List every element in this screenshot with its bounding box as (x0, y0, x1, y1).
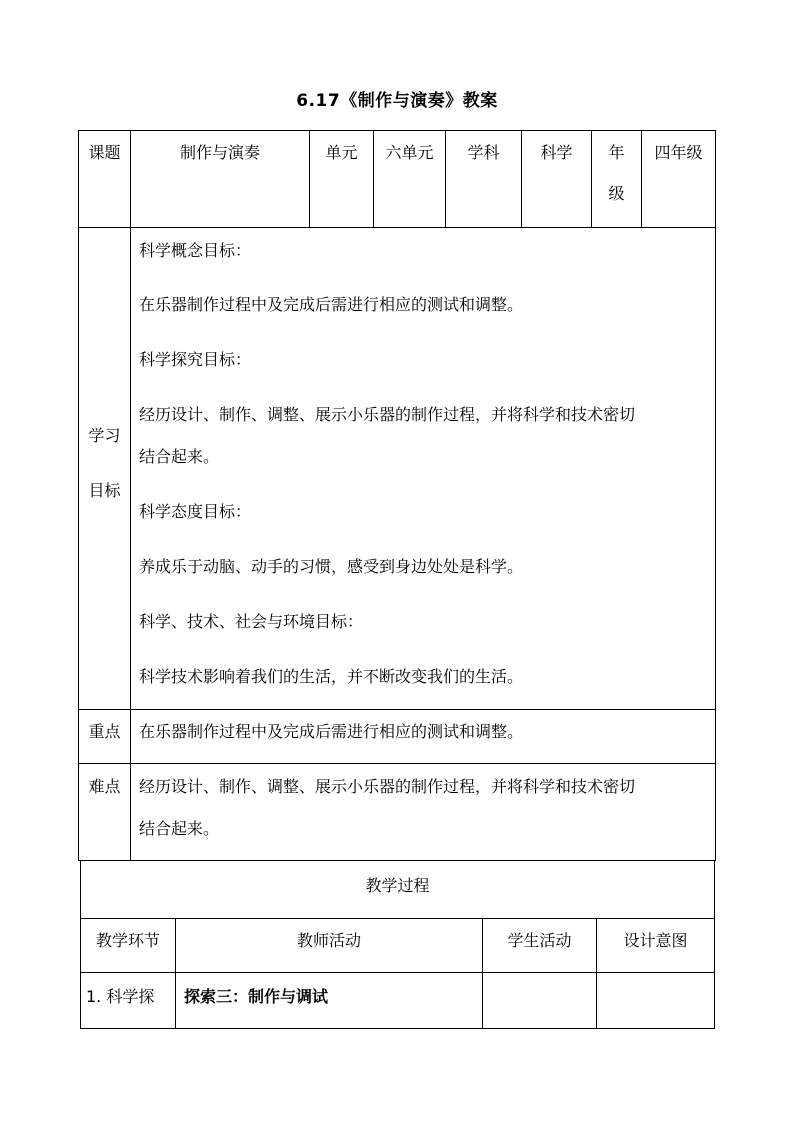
objectives-label-line2: 目标 (88, 481, 121, 500)
subject-label: 学科 (467, 143, 500, 162)
process-header-intent: 设计意图 (623, 931, 688, 950)
process-header-step: 教学环节 (95, 931, 160, 950)
objective-line: 经历设计、制作、调整、展示小乐器的制作过程，并将科学和技术密切 (139, 405, 636, 424)
objectives-label-line1: 学习 (88, 426, 121, 445)
subject-value: 科学 (540, 143, 573, 162)
process-row-teacher: 探索三：制作与调试 (184, 987, 329, 1006)
process-heading: 教学过程 (365, 876, 430, 895)
difficult-point-line: 经历设计、制作、调整、展示小乐器的制作过程，并将科学和技术密切 (139, 777, 636, 796)
grade-value: 四年级 (654, 143, 703, 162)
objective-line: 科学概念目标： (139, 241, 252, 260)
document-title: 6.17《制作与演奏》教案 (296, 91, 498, 111)
topic-value: 制作与演奏 (179, 143, 260, 162)
process-header-student: 学生活动 (507, 931, 572, 950)
objective-line: 科学态度目标： (139, 502, 252, 521)
key-point-text: 在乐器制作过程中及完成后需进行相应的测试和调整。 (139, 722, 524, 741)
unit-label: 单元 (325, 143, 358, 162)
grade-label-line1: 年 (608, 143, 625, 162)
objective-line: 科学、技术、社会与环境目标： (139, 612, 364, 631)
process-row-step: 1. 科学探 (86, 987, 155, 1006)
unit-value: 六单元 (385, 143, 434, 162)
topic-label: 课题 (88, 143, 121, 162)
grade-label-line2: 级 (608, 184, 625, 203)
process-header-teacher: 教师活动 (296, 931, 361, 950)
objective-line: 结合起来。 (139, 447, 220, 466)
key-point-label: 重点 (88, 722, 121, 741)
objective-line: 养成乐于动脑、动手的习惯，感受到身边处处是科学。 (139, 557, 524, 576)
difficult-point-label: 难点 (88, 777, 121, 796)
objective-line: 科学探究目标： (139, 350, 252, 369)
objective-line: 在乐器制作过程中及完成后需进行相应的测试和调整。 (139, 295, 524, 314)
objective-line: 科学技术影响着我们的生活，并不断改变我们的生活。 (139, 667, 524, 686)
difficult-point-line: 结合起来。 (139, 819, 220, 838)
